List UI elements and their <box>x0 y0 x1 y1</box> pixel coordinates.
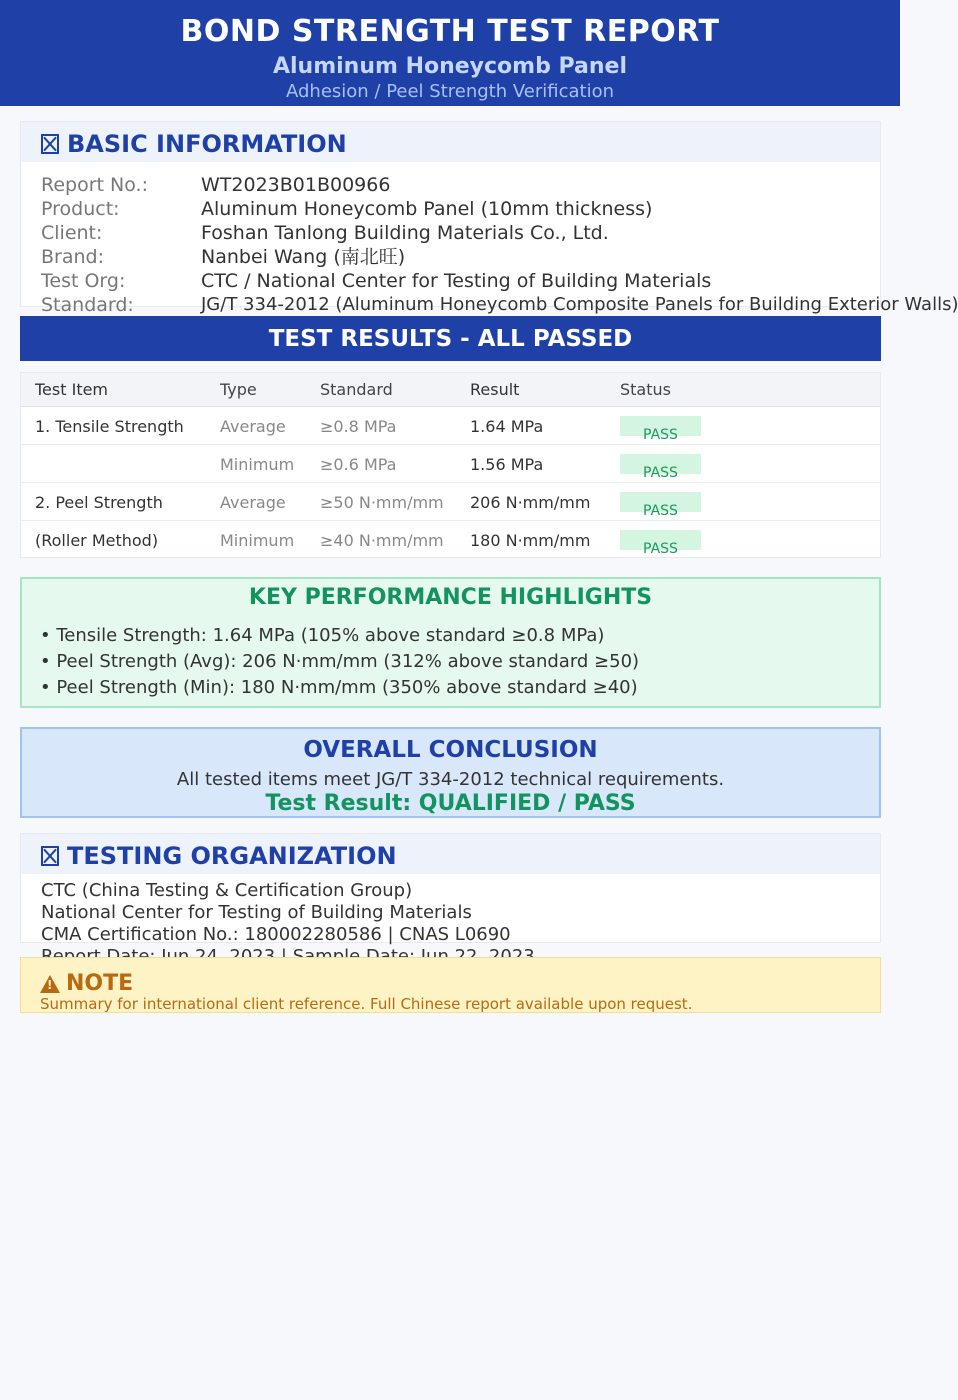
info-label: Brand: <box>41 246 104 268</box>
column-header: Standard <box>320 380 393 399</box>
cell-standard: ≥0.8 MPa <box>320 417 397 436</box>
pass-badge: PASS <box>620 492 701 512</box>
organization-heading: TESTING ORGANIZATION <box>67 842 397 870</box>
results-table <box>20 372 881 558</box>
cell-result: 1.64 MPa <box>470 417 544 436</box>
pass-badge: PASS <box>620 530 701 550</box>
highlight-item: • Peel Strength (Avg): 206 N·mm/mm (312% above standard ≥50) <box>40 651 640 672</box>
table-row <box>21 521 880 559</box>
note-header <box>40 971 133 996</box>
cell-item: 2. Peel Strength <box>35 493 163 512</box>
cell-result: 206 N·mm/mm <box>470 493 591 512</box>
organization-card <box>20 833 881 943</box>
info-label: Standard: <box>41 294 134 316</box>
cell-type: Minimum <box>220 455 295 474</box>
cell-standard: ≥50 N·mm/mm <box>320 493 444 512</box>
cell-status <box>620 408 701 446</box>
info-label: Test Org: <box>41 270 126 292</box>
highlight-item: • Peel Strength (Min): 180 N·mm/mm (350% above standard ≥40) <box>40 677 638 698</box>
cell-status <box>620 522 701 560</box>
note-text: Summary for international client reference. Full Chinese report available upon request. <box>40 995 693 1013</box>
table-row <box>21 445 880 483</box>
cell-standard: ≥0.6 MPa <box>320 455 397 474</box>
info-value: Aluminum Honeycomb Panel (10mm thickness) <box>201 198 653 220</box>
basic-info-header <box>21 122 880 162</box>
note-box <box>20 957 881 1013</box>
box-x-icon <box>41 846 59 866</box>
info-value: Foshan Tanlong Building Materials Co., Ltd. <box>201 222 609 244</box>
highlights-heading: KEY PERFORMANCE HIGHLIGHTS <box>248 585 653 610</box>
org-line: National Center for Testing of Building Materials <box>41 902 472 923</box>
table-row <box>21 483 880 521</box>
pass-badge: PASS <box>620 416 701 436</box>
cell-item: (Roller Method) <box>35 531 159 550</box>
info-label: Client: <box>41 222 103 244</box>
report-tagline: Adhesion / Peel Strength Verification <box>285 81 615 102</box>
cell-result: 180 N·mm/mm <box>470 531 591 550</box>
box-x-icon <box>41 134 59 154</box>
column-header: Test Item <box>35 380 109 399</box>
table-row <box>21 407 880 445</box>
org-line: CMA Certification No.: 180002280586 | CNAS L0690 <box>41 924 511 945</box>
column-header: Result <box>470 380 520 399</box>
warning-icon <box>40 975 60 993</box>
cell-result: 1.56 MPa <box>470 455 544 474</box>
table-header <box>21 373 880 407</box>
info-label: Product: <box>41 198 120 220</box>
conclusion-heading: OVERALL CONCLUSION <box>303 737 598 763</box>
highlights-box <box>20 577 881 708</box>
cell-type: Average <box>220 493 286 512</box>
cell-item: 1. Tensile Strength <box>35 417 184 436</box>
column-header: Status <box>620 380 671 399</box>
cell-type: Average <box>220 417 286 436</box>
note-heading: NOTE <box>66 971 134 996</box>
info-value: Nanbei Wang (南北旺) <box>201 246 406 268</box>
info-value: JG/T 334-2012 (Aluminum Honeycomb Composite Panels for Building Exterior Walls) <box>201 294 958 315</box>
basic-info-card <box>20 121 958 316</box>
info-value: WT2023B01B00966 <box>201 174 391 196</box>
basic-info-heading: BASIC INFORMATION <box>67 130 347 158</box>
cell-standard: ≥40 N·mm/mm <box>320 531 444 550</box>
report-header <box>0 0 900 106</box>
cell-type: Minimum <box>220 531 295 550</box>
organization-header <box>21 834 880 874</box>
info-value: CTC / National Center for Testing of Building Materials <box>201 270 712 292</box>
report-title: BOND STRENGTH TEST REPORT <box>180 14 720 49</box>
conclusion-text: All tested items meet JG/T 334-2012 technical requirements. <box>176 769 725 790</box>
pass-badge: PASS <box>620 454 701 474</box>
cell-status <box>620 484 701 522</box>
highlight-item: • Tensile Strength: 1.64 MPa (105% above standard ≥0.8 MPa) <box>40 625 605 646</box>
column-header: Type <box>220 380 257 399</box>
results-banner: TEST RESULTS - ALL PASSED <box>20 316 881 361</box>
conclusion-box <box>20 727 881 818</box>
org-line: CTC (China Testing & Certification Group) <box>41 880 413 901</box>
conclusion-result: Test Result: QUALIFIED / PASS <box>265 791 636 816</box>
report-subtitle: Aluminum Honeycomb Panel <box>272 54 628 79</box>
info-label: Report No.: <box>41 174 148 196</box>
cell-status <box>620 446 701 484</box>
